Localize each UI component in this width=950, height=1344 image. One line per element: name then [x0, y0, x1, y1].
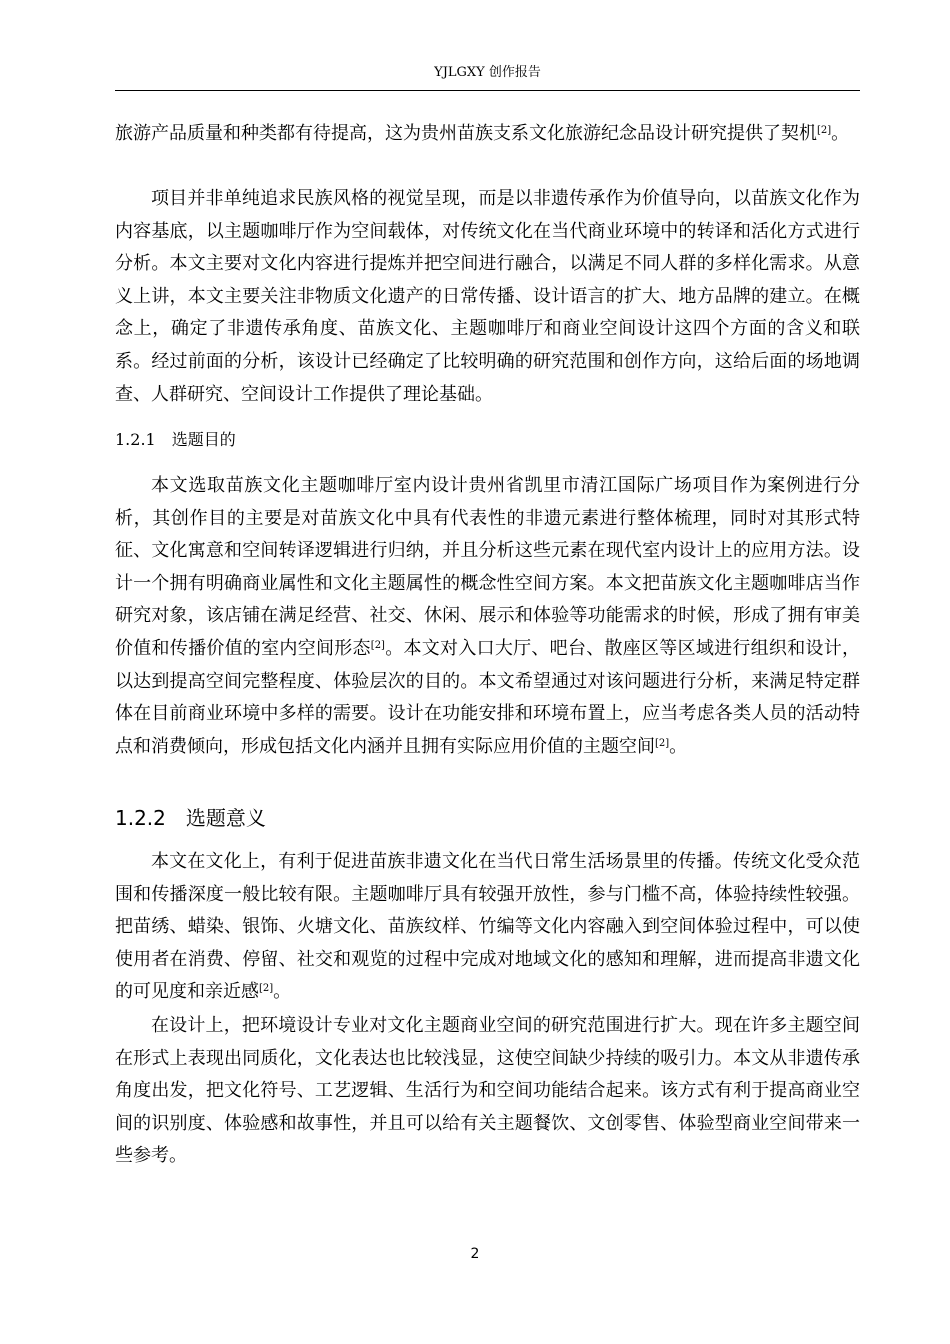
section-heading-1-2-1 — [115, 428, 236, 452]
paragraph-text: 旅游产品质量和种类都有待提高，这为贵州苗族支系文化旅游纪念品设计研究提供了契机 — [115, 123, 817, 144]
paragraph-text: 。本文对入口大厅、吧台、散座区等区域进行组织和设计，以达到提高空间完整程度、体验层次的目的。本文希望通过对该问题进行分析，来满足特定群体在目前商业环境中多样的需要。设计在功能安排和环境布置上，应当考虑各类人员的活动特点和消费倾向，形成包括文化内涵并且拥有实际应用价值的主题空间 — [115, 637, 861, 757]
section-title: 选题目的 — [171, 430, 236, 449]
citation-ref: [2] — [370, 639, 385, 651]
section-title: 选题意义 — [185, 806, 266, 830]
paragraph-cultural-significance — [115, 846, 860, 1009]
paragraph-text: 本文选取苗族文化主题咖啡厅室内设计贵州省凯里市清江国际广场项目作为案例进行分析，其创作目的主要是对苗族文化中具有代表性的非遗元素进行整体梳理，同时对其形式特征、文化寓意和空间转译逻辑进行归纳，并且分析这些元素在现代室内设计上的应用方法。设计一个拥有明确商业属性和文化主题属性的概念性空间方案。本文把苗族文化主题咖啡店当作研究对象，该店铺在满足经营、社交、休闲、展示和体验等功能需求的时候，形成了拥有审美价值和传播价值的室内空间形态 — [115, 475, 860, 659]
paragraph-tail: 。 — [669, 735, 688, 757]
paragraph-text: 本文在文化上，有利于促进苗族非遗文化在当代日常生活场景里的传播。传统文化受众范围和传播深度一般比较有限。主题咖啡厅具有较强开放性，参与门槛不高，体验持续性较强。把苗绣、蜡染、银饰、火塘文化、苗族纹样、竹编等文化内容融入到空间体验过程中，可以使使用者在消费、停留、社交和观览的过程中完成对地域文化的感知和理解，进而提高非遗文化的可见度和亲近感 — [115, 851, 860, 1003]
paragraph-tail: 。 — [831, 123, 850, 144]
citation-ref: [2] — [817, 125, 832, 136]
section-number: 1.2.2 — [115, 806, 166, 830]
citation-ref: [2] — [655, 737, 670, 749]
paragraph-design-significance: 在设计上，把环境设计专业对文化主题商业空间的研究范围进行扩大。现在许多主题空间在形式上表现出同质化，文化表达也比较浅显，这使空间缺少持续的吸引力。本文从非遗传承角度出发，把文化符号、工艺逻辑、生活行为和空间功能结合起来。该方式有利于提高商业空间的识别度、体验感和故事性，并且可以给有关主题餐饮、文创零售、体验型商业空间带来一些参考。 — [115, 1015, 860, 1167]
section-heading-1-2-2 — [115, 804, 266, 832]
citation-ref: [2] — [259, 983, 274, 995]
paragraph-continuation — [115, 118, 860, 151]
paragraph-project-overview: 项目并非单纯追求民族风格的视觉呈现，而是以非遗传承作为价值导向，以苗族文化作为内容基底，以主题咖啡厅作为空间载体，对传统文化在当代商业环境中的转译和活化方式进行分析。本文主要对文化内容进行提炼并把空间进行融合，以满足不同人群的多样化需求。从意义上讲，本文主要关注非物质文化遗产的日常传播、设计语言的扩大、地方品牌的建立。在概念上，确定了非遗传承角度、苗族文化、主题咖啡厅和商业空间设计这四个方面的含义和联系。经过前面的分析，该设计已经确定了比较明确的研究范围和创作方向，这给后面的场地调查、人群研究、空间设计工作提供了理论基础。 — [115, 188, 860, 405]
paragraph-tail: 。 — [273, 981, 292, 1003]
section-number: 1.2.1 — [115, 430, 156, 449]
header-rule — [115, 90, 860, 91]
page-number: 2 — [470, 1246, 480, 1262]
page-header: YJLGXY 创作报告 — [434, 65, 541, 80]
paragraph-purpose — [115, 470, 860, 763]
